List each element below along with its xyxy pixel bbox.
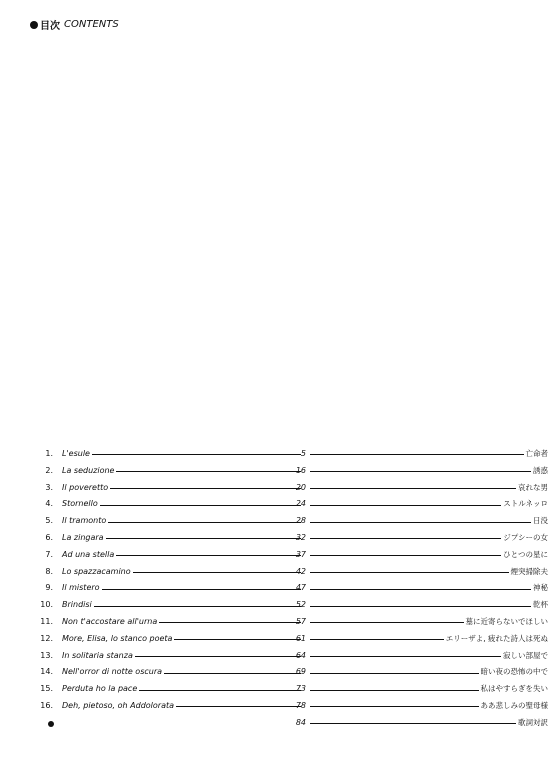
entry-right (310, 564, 548, 581)
entry-right (310, 664, 548, 681)
entry-japanese-title: 歌詞対訳 (518, 717, 548, 727)
entry-page: 84 (295, 717, 306, 727)
entry-japanese-title: 墓に近寄らないでほしい (465, 616, 548, 626)
entry-number: 10. (40, 600, 53, 610)
entry-number: 6. (45, 532, 53, 542)
entry-left (62, 463, 301, 480)
entry-title: Il tramonto (62, 516, 107, 526)
entry-right (310, 513, 548, 530)
entry-right (310, 496, 548, 513)
leader-rule (310, 454, 524, 455)
leader-rule (310, 656, 501, 657)
entry-number: 7. (45, 549, 53, 559)
entry-page: 20 (295, 482, 306, 492)
entry-number: 1. (45, 449, 53, 458)
entry-title: La zingara (62, 532, 104, 542)
entry-left (62, 681, 301, 698)
entry-title: More, Elisa, lo stanco poeta (62, 633, 173, 643)
entry-left (62, 631, 301, 648)
toc-row[interactable] (30, 631, 550, 648)
leader-rule (92, 454, 301, 455)
entry-left (62, 597, 301, 614)
entry-page: 47 (295, 583, 306, 593)
entry-title: Brindisi (62, 600, 92, 610)
toc-row[interactable] (30, 446, 550, 463)
entry-left (62, 530, 301, 547)
entry-japanese-title: ひとつの星に (503, 549, 548, 559)
entry-page: 61 (295, 633, 306, 643)
header-japanese: 目次 (40, 21, 60, 32)
table-of-contents (30, 446, 550, 732)
entry-title: Ad una stella (62, 549, 115, 559)
entry-number: 4. (45, 499, 53, 509)
entry-page: 24 (295, 499, 306, 509)
toc-row[interactable] (30, 664, 550, 681)
leader-rule (310, 589, 531, 590)
entry-title: Lo spazzacamino (62, 566, 131, 576)
entry-japanese-title: ああ悲しみの聖母様 (480, 700, 548, 710)
toc-row[interactable] (30, 530, 550, 547)
bullet-icon (30, 21, 38, 29)
toc-row[interactable] (30, 597, 550, 614)
toc-row[interactable] (30, 513, 550, 530)
toc-row[interactable] (30, 580, 550, 597)
toc-row[interactable] (30, 480, 550, 497)
entry-japanese-title: 日没 (533, 516, 548, 526)
entry-left (62, 614, 301, 631)
entry-number: 16. (40, 700, 53, 710)
entry-number: 3. (45, 482, 53, 492)
toc-row-lyrics[interactable] (30, 715, 550, 732)
leader-rule (310, 505, 501, 506)
entry-page: 32 (295, 532, 306, 542)
leader-rule (133, 572, 301, 573)
leader-rule (116, 555, 301, 556)
entry-japanese-title: 哀れな男 (518, 482, 548, 492)
entry-title: In solitaria stanza (62, 650, 133, 660)
entry-title: Deh, pietoso, oh Addolorata (62, 700, 175, 710)
entry-page: 78 (295, 700, 306, 710)
entry-number: 12. (40, 633, 53, 643)
entry-japanese-title: ジプシーの女 (503, 532, 548, 542)
entry-left (62, 648, 301, 665)
entry-page: 28 (295, 516, 306, 526)
entry-japanese-title: 乾杯 (533, 600, 548, 610)
entry-number: 13. (40, 650, 53, 660)
entry-japanese-title: エリーザよ, 疲れた詩人は死ぬ (445, 633, 548, 643)
leader-rule (176, 706, 301, 707)
entry-title: Il poveretto (62, 482, 109, 492)
entry-number: 15. (40, 684, 53, 694)
entry-number: 5. (45, 516, 53, 526)
entry-left (62, 698, 301, 715)
leader-rule (310, 673, 479, 674)
entry-page: 69 (295, 667, 306, 677)
entry-right (310, 614, 548, 631)
entry-left (62, 446, 301, 463)
leader-rule (310, 606, 531, 607)
entry-page: 5 (300, 449, 306, 458)
entry-right (310, 480, 548, 497)
toc-row[interactable] (30, 496, 550, 513)
leader-rule (310, 538, 501, 539)
toc-row[interactable] (30, 698, 550, 715)
leader-rule (110, 488, 301, 489)
leader-rule (164, 673, 301, 674)
entry-page: 37 (295, 549, 306, 559)
toc-row[interactable] (30, 648, 550, 665)
entry-right (310, 580, 548, 597)
entry-title: Stornello (62, 499, 98, 509)
entry-left (62, 496, 301, 513)
entry-title: L'esule (62, 449, 90, 458)
entry-number: 11. (40, 616, 53, 626)
leader-rule (174, 639, 301, 640)
leader-rule (310, 690, 479, 691)
leader-rule (106, 538, 301, 539)
entry-japanese-title: 亡命者 (525, 449, 548, 458)
leader-rule (102, 589, 301, 590)
entry-page: 42 (295, 566, 306, 576)
entry-left (62, 580, 301, 597)
entry-title: La seduzione (62, 465, 115, 475)
entry-right (310, 463, 548, 480)
leader-rule (139, 690, 301, 691)
entry-japanese-title: 私はやすらぎを失い (480, 684, 548, 694)
entry-japanese-title: ストルネッロ (503, 499, 548, 509)
entry-page: 16 (295, 465, 306, 475)
toc-row[interactable] (30, 681, 550, 698)
entry-right (310, 530, 548, 547)
entry-right (310, 698, 548, 715)
toc-row[interactable] (30, 547, 550, 564)
leader-rule (159, 622, 301, 623)
leader-rule (310, 706, 479, 707)
leader-rule (310, 572, 509, 573)
contents-header (30, 17, 119, 32)
entry-japanese-title: 寂しい部屋で (503, 650, 548, 660)
leader-rule (310, 723, 516, 724)
toc-row[interactable] (30, 463, 550, 480)
leader-rule (135, 656, 301, 657)
entry-left (62, 513, 301, 530)
entry-right (310, 631, 548, 648)
bullet-icon (48, 721, 54, 727)
entry-japanese-title: 煙突掃除夫 (510, 566, 548, 576)
entry-right (310, 597, 548, 614)
entry-title: Perduta ho la pace (62, 684, 138, 694)
leader-rule (310, 639, 444, 640)
entry-title: Il mistero (62, 583, 100, 593)
leader-rule (310, 622, 464, 623)
header-english: CONTENTS (64, 19, 119, 30)
entry-page: 57 (295, 616, 306, 626)
entry-left (62, 564, 301, 581)
leader-rule (310, 555, 501, 556)
entry-left (62, 664, 301, 681)
leader-rule (310, 471, 531, 472)
leader-rule (116, 471, 301, 472)
entry-right (310, 715, 548, 732)
leader-rule (94, 606, 301, 607)
entry-japanese-title: 誘惑 (533, 465, 548, 475)
entry-right (310, 681, 548, 698)
entry-left (62, 547, 301, 564)
entry-number: 14. (40, 667, 53, 677)
entry-number: 9. (45, 583, 53, 593)
entry-page: 64 (295, 650, 306, 660)
entry-title: Nell'orror di notte oscura (62, 667, 163, 677)
toc-row[interactable] (30, 564, 550, 581)
entry-page: 73 (295, 684, 306, 694)
entry-japanese-title: 暗い夜の恐怖の中で (480, 667, 548, 677)
entry-left (62, 480, 301, 497)
entry-japanese-title: 神秘 (533, 583, 548, 593)
entry-right (310, 648, 548, 665)
entry-number: 2. (45, 465, 53, 475)
leader-rule (100, 505, 301, 506)
entry-page: 52 (295, 600, 306, 610)
toc-row[interactable] (30, 614, 550, 631)
entry-right (310, 446, 548, 463)
leader-rule (310, 522, 531, 523)
entry-title: Non t'accostare all'urna (62, 616, 158, 626)
entry-number: 8. (45, 566, 53, 576)
leader-rule (310, 488, 516, 489)
entry-right (310, 547, 548, 564)
leader-rule (108, 522, 301, 523)
